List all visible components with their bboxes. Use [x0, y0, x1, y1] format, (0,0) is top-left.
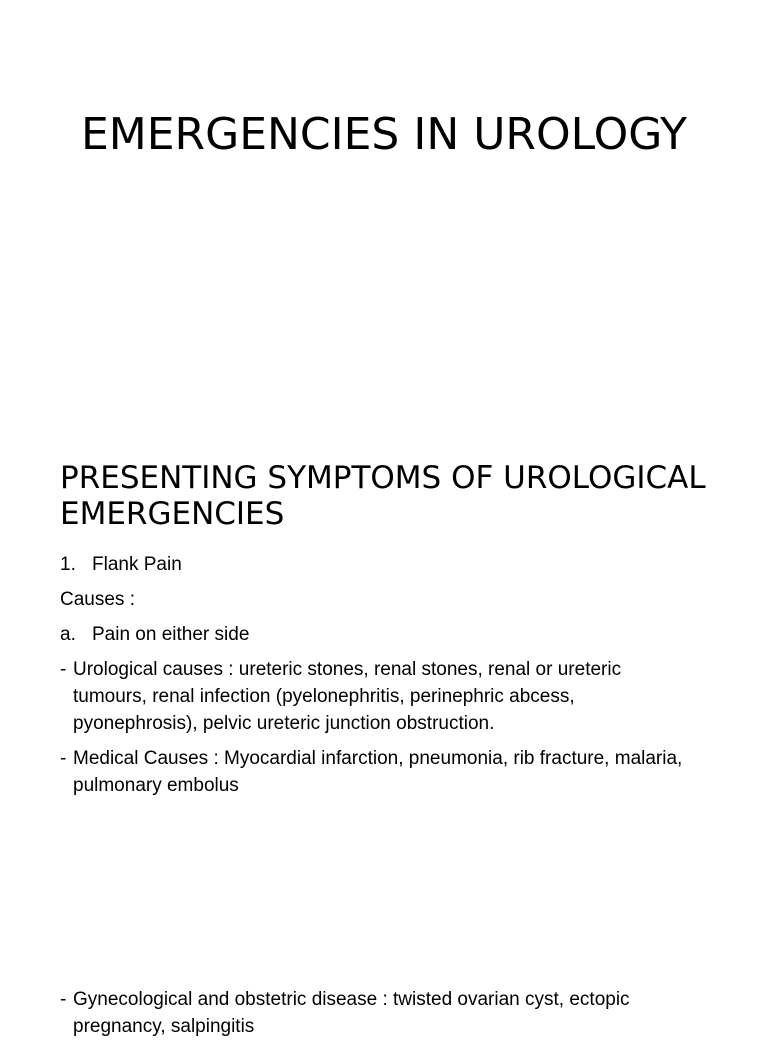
lettered-item	[60, 621, 700, 648]
bullet-dash: -	[60, 989, 67, 1010]
bullet-text-urological: Urological causes : ureteric stones, renal stones, renal or ureteric tumours, renal infection (pyelonephritis, perinephric abcess, pyonephrosis), pelvic ureteric junction obstruction.	[73, 659, 622, 734]
bullet-dash: -	[60, 748, 67, 769]
slide-body	[60, 551, 700, 807]
bullet-dash: -	[60, 659, 67, 680]
bullet-text-gynecological: Gynecological and obstetric disease : twisted ovarian cyst, ectopic pregnancy, salpingitis	[73, 989, 630, 1037]
item-number: 1.	[60, 554, 76, 575]
presentation-title: EMERGENCIES IN UROLOGY	[80, 109, 687, 160]
bullet-item	[60, 656, 700, 737]
title-slide	[0, 0, 768, 420]
content-slide	[0, 420, 768, 1037]
numbered-item	[60, 551, 700, 578]
causes-label: Causes :	[60, 589, 135, 610]
bullet-item	[60, 745, 700, 799]
item-letter: a.	[60, 624, 76, 645]
item-text: Pain on either side	[92, 624, 250, 645]
item-text: Flank Pain	[92, 554, 182, 575]
bullet-item	[60, 986, 700, 1040]
slide-heading: PRESENTING SYMPTOMS OF UROLOGICAL EMERGENCIES	[60, 460, 706, 532]
bullet-text-medical: Medical Causes : Myocardial infarction, pneumonia, rib fracture, malaria, pulmonary embolus	[73, 748, 683, 796]
